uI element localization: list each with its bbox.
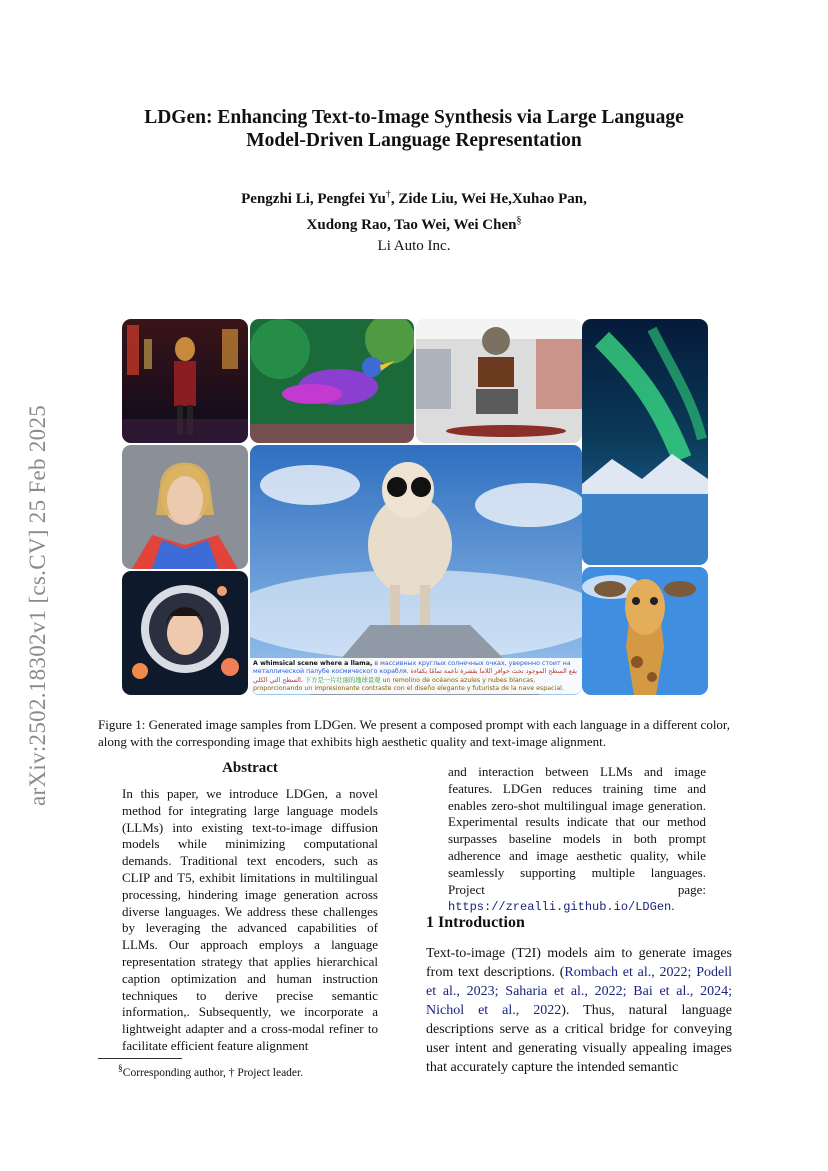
citation-link[interactable]: Rombach et al., 2022; Podell et al., 2023; Saharia et al., 2022; Bai et al., 2024; Nichol et al., 2022 (426, 965, 732, 1018)
authors (100, 184, 728, 257)
figure-1-image-grid (122, 319, 708, 695)
image-aurora (582, 319, 708, 565)
section-heading-introduction: 1 Introduction (426, 914, 525, 931)
affiliation: Li Auto Inc. (377, 238, 451, 254)
abstract (122, 760, 378, 1055)
abstract-text: In this paper, we introduce LDGen, a novel method for integrating large language models (LLMs) into existing text-to-image diffusion models while minimizing computational demands. Traditional text encoders, such as CLIP and T5, exhibit limitations in multilingual processing, hindering image generation across diverse languages. We address these challenges by leveraging the advanced capabilities of LLMs. Our approach employs a language representation strategy that applies hierarchical caption optimization and human instruction techniques to derive precise semantic information,. Subsequently, we incorporate a lightweight adapter and a cross-modal refiner to facilitate efficient feature alignment (122, 786, 378, 1053)
project-page-link[interactable]: https://zrealli.github.io/LDGen (448, 900, 672, 915)
title-line-1: LDGen: Enhancing Text-to-Image Synthesis via Large Language (144, 107, 684, 128)
image-tiger-city (122, 319, 248, 443)
footnote: §Corresponding author, † Project leader. (118, 1063, 304, 1079)
image-bird (250, 319, 414, 443)
paper-title (100, 106, 728, 152)
prompt-chinese: 下方是一片壮丽的地球景观 (304, 676, 381, 684)
authors-line-1: Pengzhi Li, Pengfei Yu†, Zide Liu, Wei He,Xuhao Pan, (241, 189, 587, 207)
footnote-rule (98, 1058, 182, 1059)
authors-line-2: Xudong Rao, Tao Wei, Wei Chen§ (306, 215, 522, 233)
image-astronaut (122, 571, 248, 695)
image-robot-snowboard (416, 319, 582, 443)
image-giraffe (582, 567, 708, 695)
prompt-russian: в массивных круглых солнечных очках, уверенно стоит на металлической палубе космического корабля. (253, 660, 571, 676)
figure-caption: Figure 1: Generated image samples from LDGen. We present a composed prompt with each language in a different color, along with the corresponding image that exhibits high aesthetic quality and text-image alignment. (98, 717, 730, 749)
multilingual-prompt (250, 658, 582, 694)
image-woman-portrait (122, 445, 248, 569)
title-line-2: Model-Driven Language Representation (246, 130, 582, 151)
arxiv-stamp: arXiv:2502.18302v1 [cs.CV] 25 Feb 2025 (25, 404, 50, 806)
abstract-continued: and interaction between LLMs and image features. LDGen reduces training time and enables zero-shot multilingual image generation. Experimental results indicate that our method surpasses baseline models in both prompt adherence and image aesthetic quality, while seamlessly supporting multiple languages. Project page: https://zrealli.github.io/LDGen. (448, 764, 706, 915)
introduction-text: Text-to-image (T2I) models aim to generate images from text descriptions. (Rombach et al., 2022; Podell et al., 2023; Saharia et al., 2022; Bai et al., 2024; Nichol et al., 2022). Thus, natural language descriptions serve as a critical bridge for conveying user intent and generating visually appealing images that accurately capture the intended semantic (426, 946, 732, 1075)
prompt-english: A whimsical scene where a llama, (253, 660, 373, 667)
prompt-arabic: يقع السطح الموجود تحت حوافر اللاما بقشرة ناعمة تمامًا بكفاءة السطح التي الكلي، (253, 668, 578, 684)
prompt-spanish: un remolino de océanos azules y nubes blancas, proporcionando un impresionante contraste con el diseño elegante y futurista de la nave espacial. (253, 676, 564, 692)
abstract-heading: Abstract (222, 760, 278, 776)
